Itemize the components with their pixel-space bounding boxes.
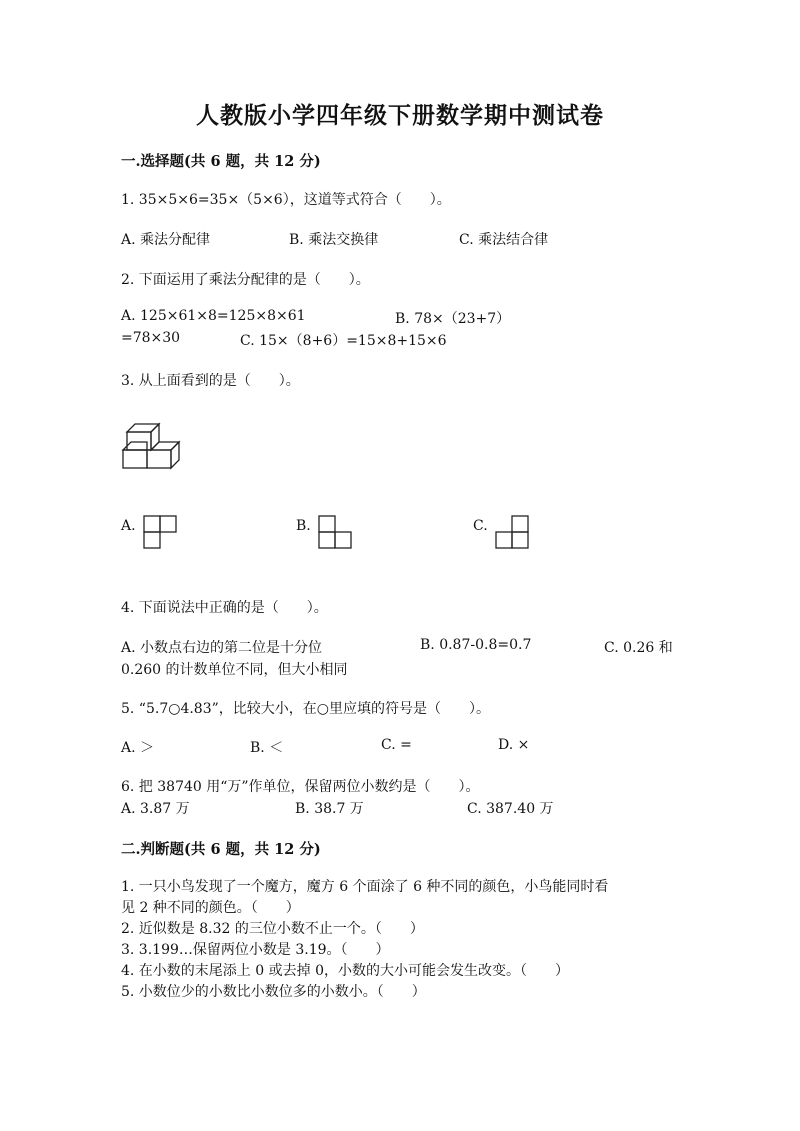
q1-option-c[interactable]: C. 乘法结合律 bbox=[459, 232, 549, 248]
section-heading-judgement: 二.判断题(共 6 题，共 12 分) bbox=[121, 841, 321, 858]
judgement-item: 5. 小数位少的小数比小数位多的小数小。（ ） bbox=[121, 984, 426, 1000]
q3-option-c-top-view bbox=[495, 515, 531, 551]
q6-option-b[interactable]: B. 38.7 万 bbox=[295, 801, 364, 817]
page-title: 人教版小学四年级下册数学期中测试卷 bbox=[196, 102, 604, 129]
stacked-cubes-figure bbox=[118, 420, 188, 480]
judgement-item: 2. 近似数是 8.32 的三位小数不止一个。（ ） bbox=[121, 921, 424, 937]
judgement-item: 4. 在小数的末尾添上 0 或去掉 0，小数的大小可能会发生改变。（ ） bbox=[121, 963, 569, 979]
q3-option-a-top-view bbox=[143, 515, 179, 551]
q3-option-a[interactable]: A. bbox=[121, 518, 136, 534]
q3-option-b[interactable]: B. bbox=[296, 518, 311, 534]
judgement-item: 3. 3.199…保留两位小数是 3.19。（ ） bbox=[121, 942, 390, 958]
q1-option-a[interactable]: A. 乘法分配律 bbox=[121, 232, 211, 248]
q3-option-b-top-view bbox=[318, 515, 354, 551]
q4-option-b[interactable]: B. 0.87-0.8=0.7 bbox=[420, 637, 532, 653]
question-4: 4. 下面说法中正确的是（ ）。 bbox=[121, 600, 328, 616]
question-2: 2. 下面运用了乘法分配律的是（ ）。 bbox=[121, 272, 370, 288]
q5-option-c[interactable]: C. = bbox=[381, 737, 412, 753]
q4-option-c-cont: 0.260 的计数单位不同，但大小相同 bbox=[121, 662, 348, 678]
question-3: 3. 从上面看到的是（ ）。 bbox=[121, 373, 300, 389]
q2-option-b[interactable]: B. 78×（23+7） bbox=[395, 311, 511, 327]
q5-option-d[interactable]: D. × bbox=[498, 737, 530, 753]
q6-option-c[interactable]: C. 387.40 万 bbox=[467, 801, 554, 817]
q4-option-a[interactable]: A. 小数点右边的第二位是十分位 bbox=[121, 640, 323, 656]
q1-option-b[interactable]: B. 乘法交换律 bbox=[289, 232, 379, 248]
q6-option-a[interactable]: A. 3.87 万 bbox=[121, 801, 190, 817]
q2-option-c[interactable]: C. 15×（8+6）=15×8+15×6 bbox=[240, 333, 447, 349]
section-heading-choice: 一.选择题(共 6 题，共 12 分) bbox=[121, 153, 321, 170]
judgement-item: 见 2 种不同的颜色。（ ） bbox=[121, 900, 300, 916]
judgement-item: 1. 一只小鸟发现了一个魔方，魔方 6 个面涂了 6 种不同的颜色，小鸟能同时看 bbox=[121, 879, 609, 895]
q3-option-c[interactable]: C. bbox=[473, 518, 488, 534]
question-5: 5. “5.7○4.83”，比较大小，在○里应填的符号是（ ）。 bbox=[121, 701, 490, 717]
q2-option-b-cont: =78×30 bbox=[121, 330, 181, 346]
q2-option-a[interactable]: A. 125×61×8=125×8×61 bbox=[121, 308, 306, 324]
q5-option-a[interactable]: A. ＞ bbox=[121, 740, 155, 756]
q4-option-c[interactable]: C. 0.26 和 bbox=[604, 640, 673, 656]
q5-option-b[interactable]: B. ＜ bbox=[250, 740, 284, 756]
question-6: 6. 把 38740 用“万”作单位，保留两位小数约是（ ）。 bbox=[121, 779, 480, 795]
question-1: 1. 35×5×6=35×（5×6），这道等式符合（ ）。 bbox=[121, 192, 451, 208]
